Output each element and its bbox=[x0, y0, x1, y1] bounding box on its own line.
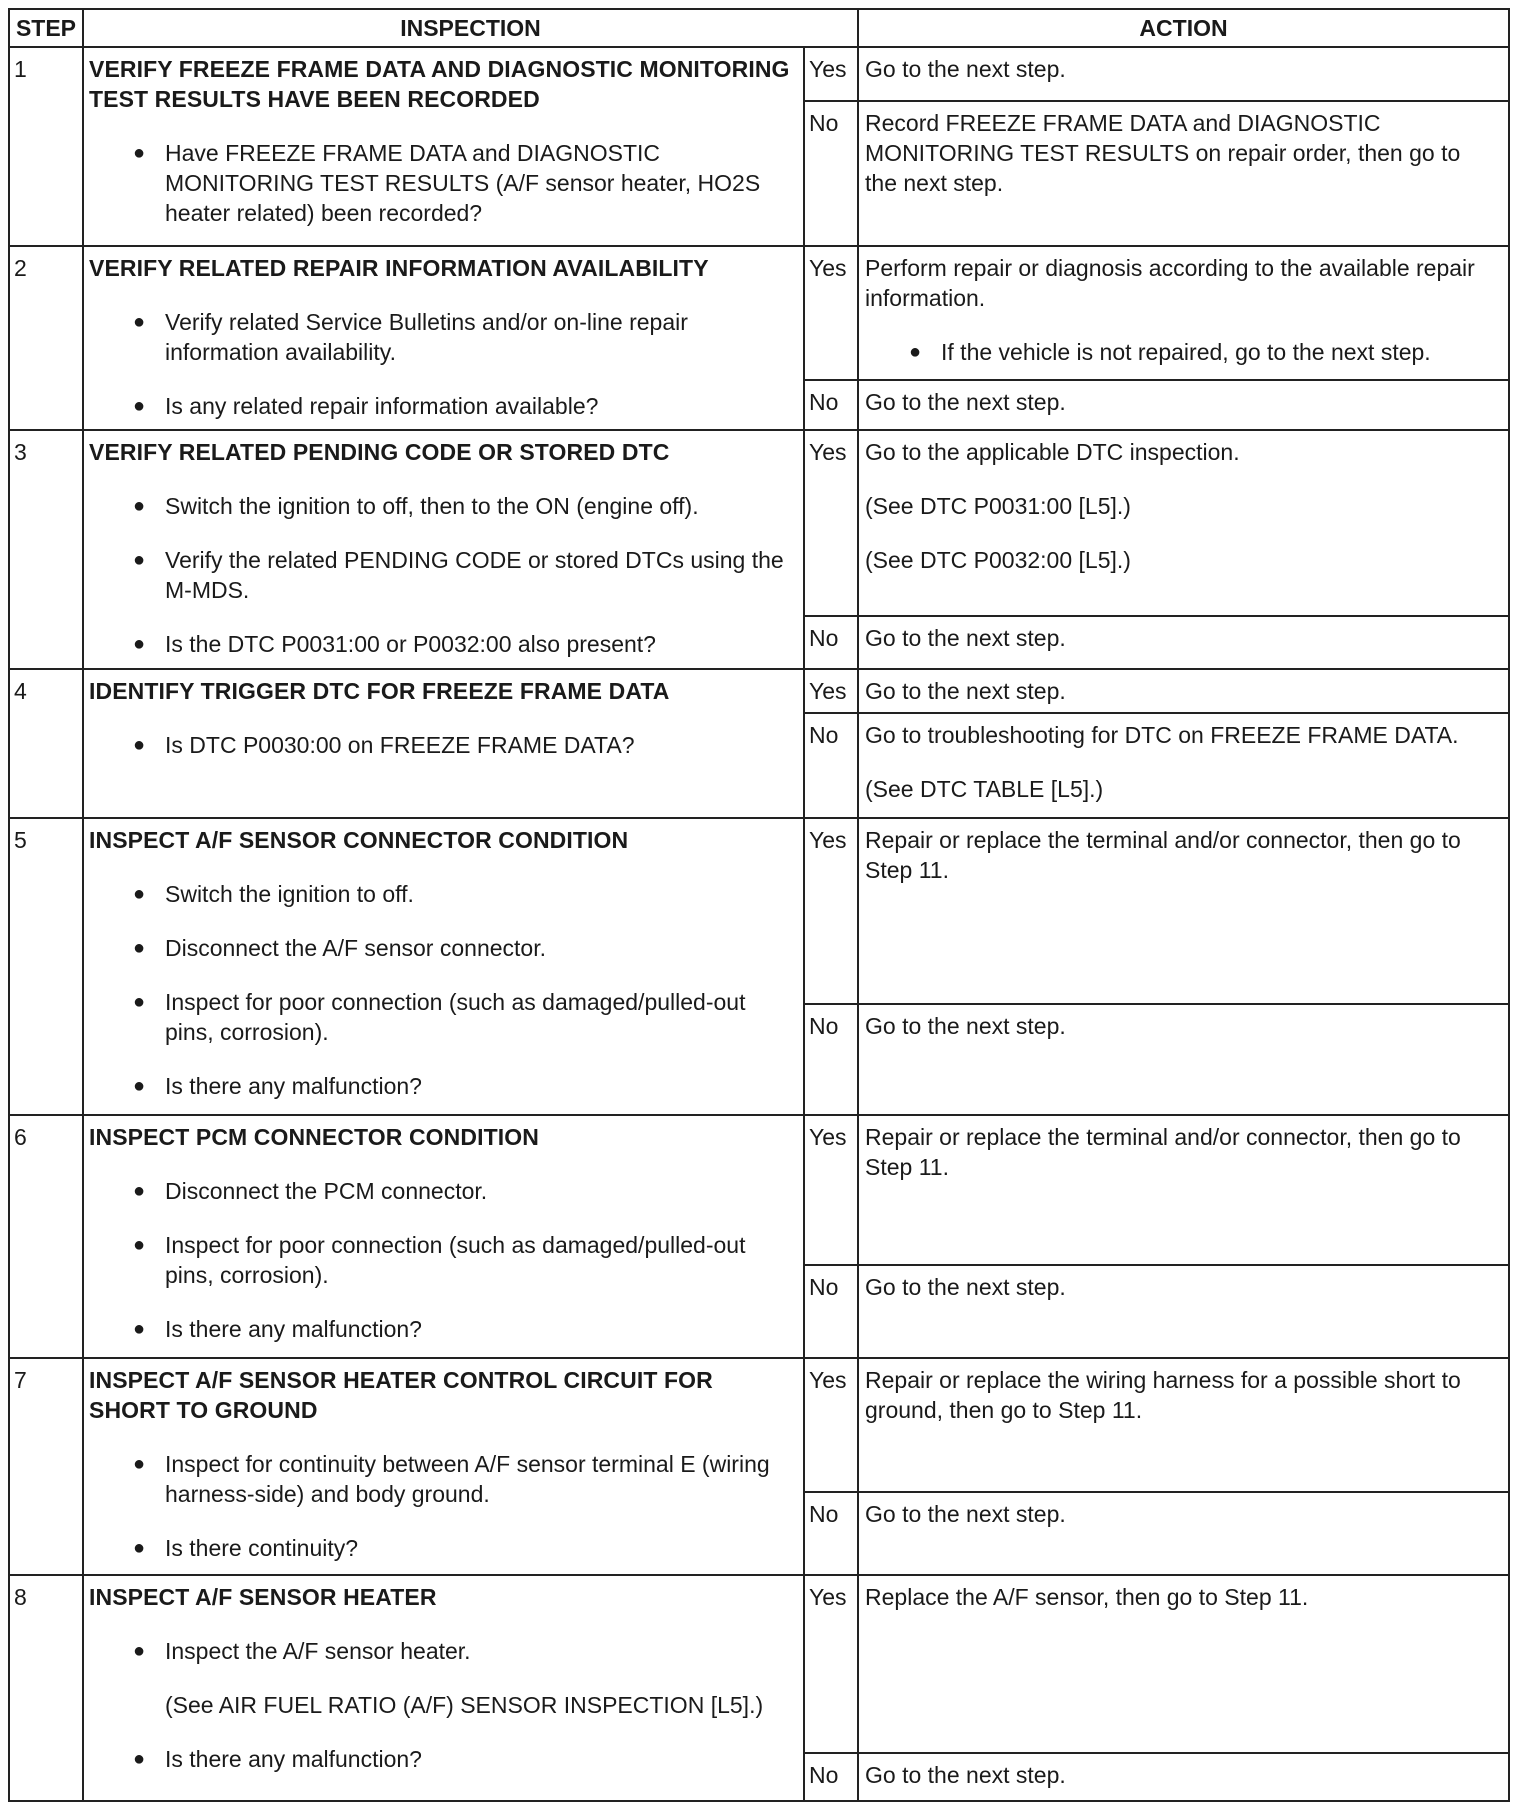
action-text: Go to the next step. bbox=[865, 625, 1066, 651]
bullet-item: ● Switch the ignition to off, then to the ON (engine off). bbox=[89, 491, 793, 521]
action-text: Perform repair or diagnosis according to the available repair information. bbox=[865, 254, 1475, 311]
bullet-item: ● Is the DTC P0031:00 or P0032:00 also present? bbox=[89, 629, 793, 659]
bullet-item: ● Verify the related PENDING CODE or stored DTCs using the M-MDS. bbox=[89, 545, 793, 605]
yes-action bbox=[858, 669, 1509, 713]
action-text: Replace the A/F sensor, then go to Step 11. bbox=[865, 1583, 1309, 1610]
action-text: Go to the next step. bbox=[865, 1012, 1066, 1039]
action-text: Go to the next step. bbox=[865, 1274, 1066, 1301]
step-7-inspection bbox=[83, 1358, 804, 1575]
bullet-list bbox=[89, 307, 793, 421]
action-text: Go to the applicable DTC inspection. bbox=[865, 439, 1240, 465]
header-row bbox=[9, 9, 1509, 47]
action-text: Go to the next step. bbox=[865, 677, 1066, 704]
no-action bbox=[858, 380, 1509, 430]
bullet-list bbox=[89, 138, 793, 228]
no-action bbox=[858, 1492, 1509, 1575]
yes-action bbox=[858, 246, 1509, 380]
step-title: INSPECT A/F SENSOR HEATER CONTROL CIRCUIT FOR SHORT TO GROUND bbox=[89, 1366, 713, 1423]
step-title: VERIFY FREEZE FRAME DATA AND DIAGNOSTIC MONITORING TEST RESULTS HAVE BEEN RECORDED bbox=[89, 56, 790, 112]
reference-link[interactable]: (See DTC P0031:00 [L5].) bbox=[865, 493, 1131, 519]
step-1-inspection bbox=[83, 47, 804, 246]
step-4-yes-row bbox=[9, 669, 1509, 713]
bullet-item: ● Verify related Service Bulletins and/or on-line repair information availability. bbox=[89, 307, 793, 367]
yes-label: Yes bbox=[804, 47, 858, 101]
bullet-item: ● Is there continuity? bbox=[89, 1533, 793, 1563]
bullet-list bbox=[89, 730, 793, 760]
no-action bbox=[858, 1004, 1509, 1116]
step-title: VERIFY RELATED REPAIR INFORMATION AVAILABILITY bbox=[89, 254, 709, 281]
step-number: 6 bbox=[9, 1115, 83, 1357]
step-title: VERIFY RELATED PENDING CODE OR STORED DTC bbox=[89, 439, 670, 465]
step-2-yes-row bbox=[9, 246, 1509, 380]
step-7-yes-row bbox=[9, 1358, 1509, 1492]
bullet-list bbox=[89, 491, 793, 659]
bullet-item: ● Switch the ignition to off. bbox=[89, 879, 793, 909]
step-8-inspection bbox=[83, 1575, 804, 1801]
no-action bbox=[858, 101, 1509, 246]
step-number: 7 bbox=[9, 1358, 83, 1575]
no-action bbox=[858, 713, 1509, 818]
step-title: INSPECT A/F SENSOR CONNECTOR CONDITION bbox=[89, 826, 629, 853]
bullet-item: ● Have FREEZE FRAME DATA and DIAGNOSTIC MONITORING TEST RESULTS (A/F sensor heater, HO2S heater related) been recorded? bbox=[89, 138, 793, 228]
bullet-item: ● Is any related repair information available? bbox=[89, 391, 793, 421]
step-1-yes-row bbox=[9, 47, 1509, 101]
header-inspection: INSPECTION bbox=[83, 9, 858, 47]
step-number: 5 bbox=[9, 818, 83, 1116]
yes-action bbox=[858, 818, 1509, 1004]
yes-action bbox=[858, 1575, 1509, 1753]
step-title: IDENTIFY TRIGGER DTC FOR FREEZE FRAME DATA bbox=[89, 677, 670, 704]
yes-label: Yes bbox=[804, 1115, 858, 1265]
step-number: 8 bbox=[9, 1575, 83, 1801]
bullet-item: ● Disconnect the PCM connector. bbox=[89, 1176, 793, 1206]
step-3-yes-row bbox=[9, 430, 1509, 616]
step-number: 1 bbox=[9, 47, 83, 246]
header-action: ACTION bbox=[858, 9, 1509, 47]
step-2-inspection bbox=[83, 246, 804, 430]
yes-action bbox=[858, 1358, 1509, 1492]
no-label: No bbox=[804, 1492, 858, 1575]
reference-link[interactable]: (See DTC P0032:00 [L5].) bbox=[865, 547, 1131, 573]
bullet-list bbox=[89, 879, 793, 1101]
yes-label: Yes bbox=[804, 818, 858, 1004]
no-label: No bbox=[804, 380, 858, 430]
yes-label: Yes bbox=[804, 246, 858, 380]
step-6-inspection bbox=[83, 1115, 804, 1357]
step-8-yes-row bbox=[9, 1575, 1509, 1753]
step-number: 2 bbox=[9, 246, 83, 430]
bullet-item: ● Inspect the A/F sensor heater. bbox=[89, 1636, 793, 1666]
bullet-list bbox=[89, 1636, 793, 1666]
step-5-yes-row bbox=[9, 818, 1509, 1004]
bullet-item: ● Inspect for continuity between A/F sensor terminal E (wiring harness-side) and body ground. bbox=[89, 1449, 793, 1509]
step-6-yes-row bbox=[9, 1115, 1509, 1265]
reference-link[interactable]: (See AIR FUEL RATIO (A/F) SENSOR INSPECTION [L5].) bbox=[165, 1691, 764, 1718]
yes-action bbox=[858, 1115, 1509, 1265]
step-number: 4 bbox=[9, 669, 83, 818]
action-text: Repair or replace the terminal and/or connector, then go to Step 11. bbox=[865, 826, 1461, 883]
action-text: Repair or replace the wiring harness for a possible short to ground, then go to Step 11. bbox=[865, 1366, 1461, 1423]
no-action bbox=[858, 616, 1509, 669]
action-text: Go to the next step. bbox=[865, 1500, 1066, 1527]
yes-action bbox=[858, 47, 1509, 101]
yes-label: Yes bbox=[804, 1575, 858, 1753]
step-number: 3 bbox=[9, 430, 83, 669]
yes-label: Yes bbox=[804, 1358, 858, 1492]
yes-label: Yes bbox=[804, 430, 858, 616]
bullet-item: ● Inspect for poor connection (such as damaged/pulled-out pins, corrosion). bbox=[89, 987, 793, 1047]
no-action bbox=[858, 1753, 1509, 1801]
step-title: INSPECT PCM CONNECTOR CONDITION bbox=[89, 1124, 539, 1151]
bullet-item: ● Disconnect the A/F sensor connector. bbox=[89, 933, 793, 963]
bullet-item: ● Is there any malfunction? bbox=[89, 1071, 793, 1101]
no-label: No bbox=[804, 713, 858, 818]
action-text: Go to the next step. bbox=[865, 388, 1066, 415]
action-text: Repair or replace the terminal and/or connector, then go to Step 11. bbox=[865, 1124, 1461, 1181]
action-bullet-item: ● If the vehicle is not repaired, go to the next step. bbox=[865, 337, 1498, 367]
step-4-inspection bbox=[83, 669, 804, 818]
bullet-list bbox=[89, 1449, 793, 1563]
bullet-list bbox=[89, 1176, 793, 1344]
yes-action bbox=[858, 430, 1509, 616]
bullet-item: ● Is there any malfunction? bbox=[89, 1744, 793, 1774]
header-step: STEP bbox=[9, 9, 83, 47]
no-label: No bbox=[804, 616, 858, 669]
step-3-inspection bbox=[83, 430, 804, 669]
no-label: No bbox=[804, 101, 858, 246]
bullet-item: ● Is DTC P0030:00 on FREEZE FRAME DATA? bbox=[89, 730, 793, 760]
bullet-list bbox=[89, 1744, 793, 1774]
no-label: No bbox=[804, 1265, 858, 1357]
bullet-item: ● Is there any malfunction? bbox=[89, 1314, 793, 1344]
reference-link[interactable]: (See DTC TABLE [L5].) bbox=[865, 775, 1104, 802]
no-label: No bbox=[804, 1004, 858, 1116]
action-bullet-list bbox=[865, 337, 1498, 367]
step-5-inspection bbox=[83, 818, 804, 1116]
yes-label: Yes bbox=[804, 669, 858, 713]
no-label: No bbox=[804, 1753, 858, 1801]
action-text: Go to the next step. bbox=[865, 56, 1066, 82]
step-title: INSPECT A/F SENSOR HEATER bbox=[89, 1583, 437, 1610]
action-text: Record FREEZE FRAME DATA and DIAGNOSTIC MONITORING TEST RESULTS on repair order, then go to the next step. bbox=[865, 110, 1461, 196]
diagnostic-procedure-table bbox=[8, 8, 1510, 1802]
no-action bbox=[858, 1265, 1509, 1357]
bullet-item: ● Inspect for poor connection (such as damaged/pulled-out pins, corrosion). bbox=[89, 1230, 793, 1290]
action-text: Go to troubleshooting for DTC on FREEZE FRAME DATA. bbox=[865, 721, 1459, 748]
action-text: Go to the next step. bbox=[865, 1761, 1066, 1788]
